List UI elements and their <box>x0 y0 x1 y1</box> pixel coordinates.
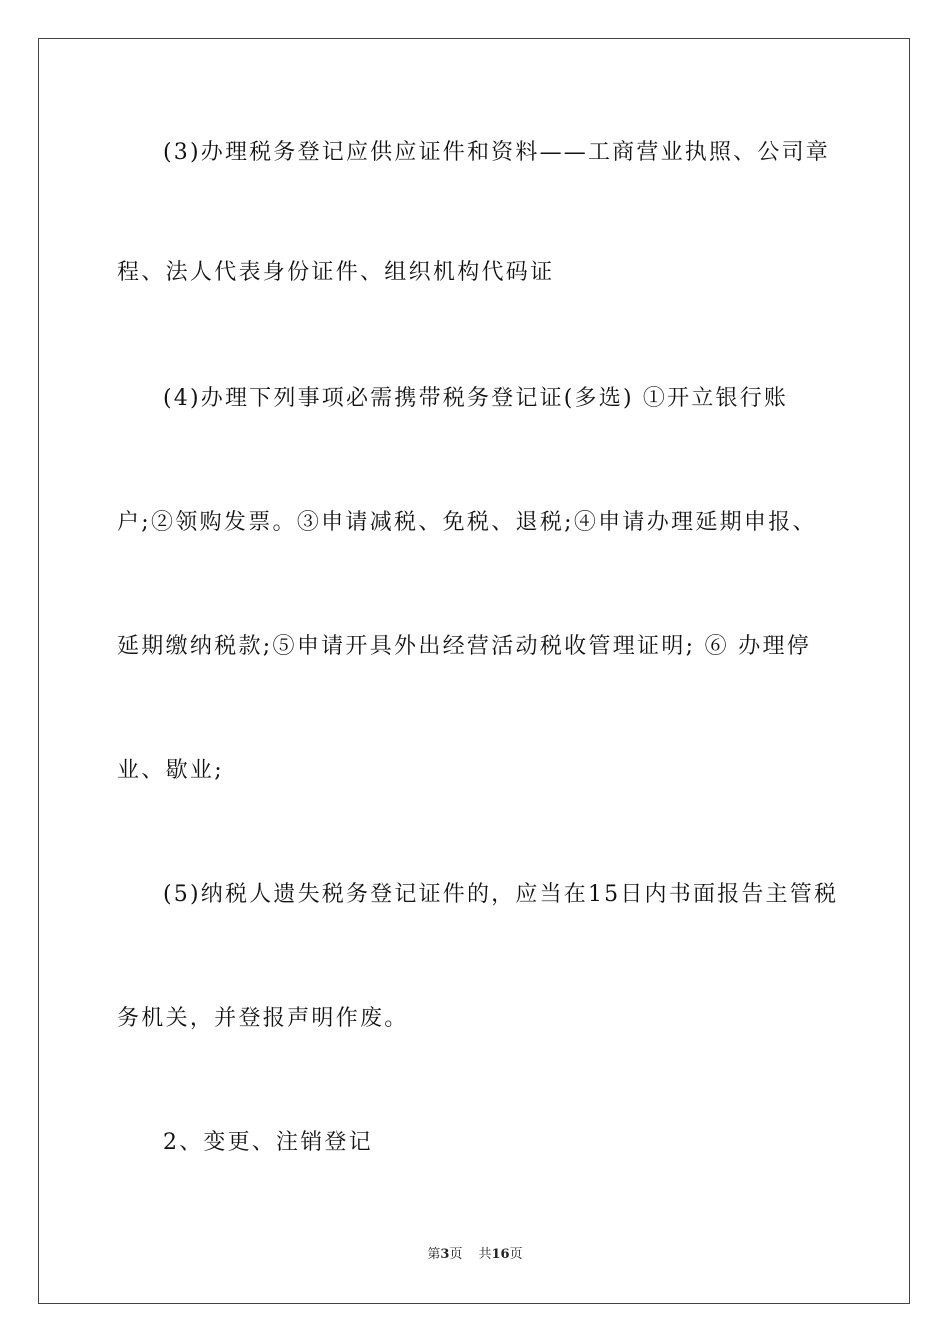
paragraph-4-line-4: 业、歇业; <box>117 758 224 783</box>
paragraph-3-line-1: (3)办理税务登记应供应证件和资料——工商营业执照、公司章 <box>163 140 830 165</box>
paragraph-4-line-1: (4)办理下列事项必需携带税务登记证(多选) ①开立银行账 <box>163 386 789 411</box>
footer-total-suffix: 页 <box>509 1247 523 1262</box>
page-footer <box>0 1246 950 1264</box>
footer-total-pages: 16 <box>491 1247 510 1262</box>
section-heading-change-cancel: 2、变更、注销登记 <box>163 1130 373 1155</box>
paragraph-5-line-1: (5)纳税人遗失税务登记证件的，应当在15日内书面报告主管税 <box>163 882 839 907</box>
paragraph-4-line-2: 户;②领购发票。③申请减税、免税、退税;④申请办理延期申报、 <box>117 510 817 535</box>
footer-total-prefix: 共 <box>478 1247 492 1262</box>
paragraph-5-line-2: 务机关，并登报声明作废。 <box>117 1006 409 1031</box>
footer-page-prefix: 第 <box>427 1247 441 1262</box>
footer-page-suffix: 页 <box>449 1247 463 1262</box>
page-border <box>38 38 910 1304</box>
paragraph-3-line-2: 程、法人代表身份证件、组织机构代码证 <box>117 260 555 285</box>
paragraph-4-line-3: 延期缴纳税款;⑤申请开具外出经营活动税收管理证明; ⑥ 办理停 <box>117 634 812 659</box>
footer-page-number: 3 <box>440 1247 450 1262</box>
